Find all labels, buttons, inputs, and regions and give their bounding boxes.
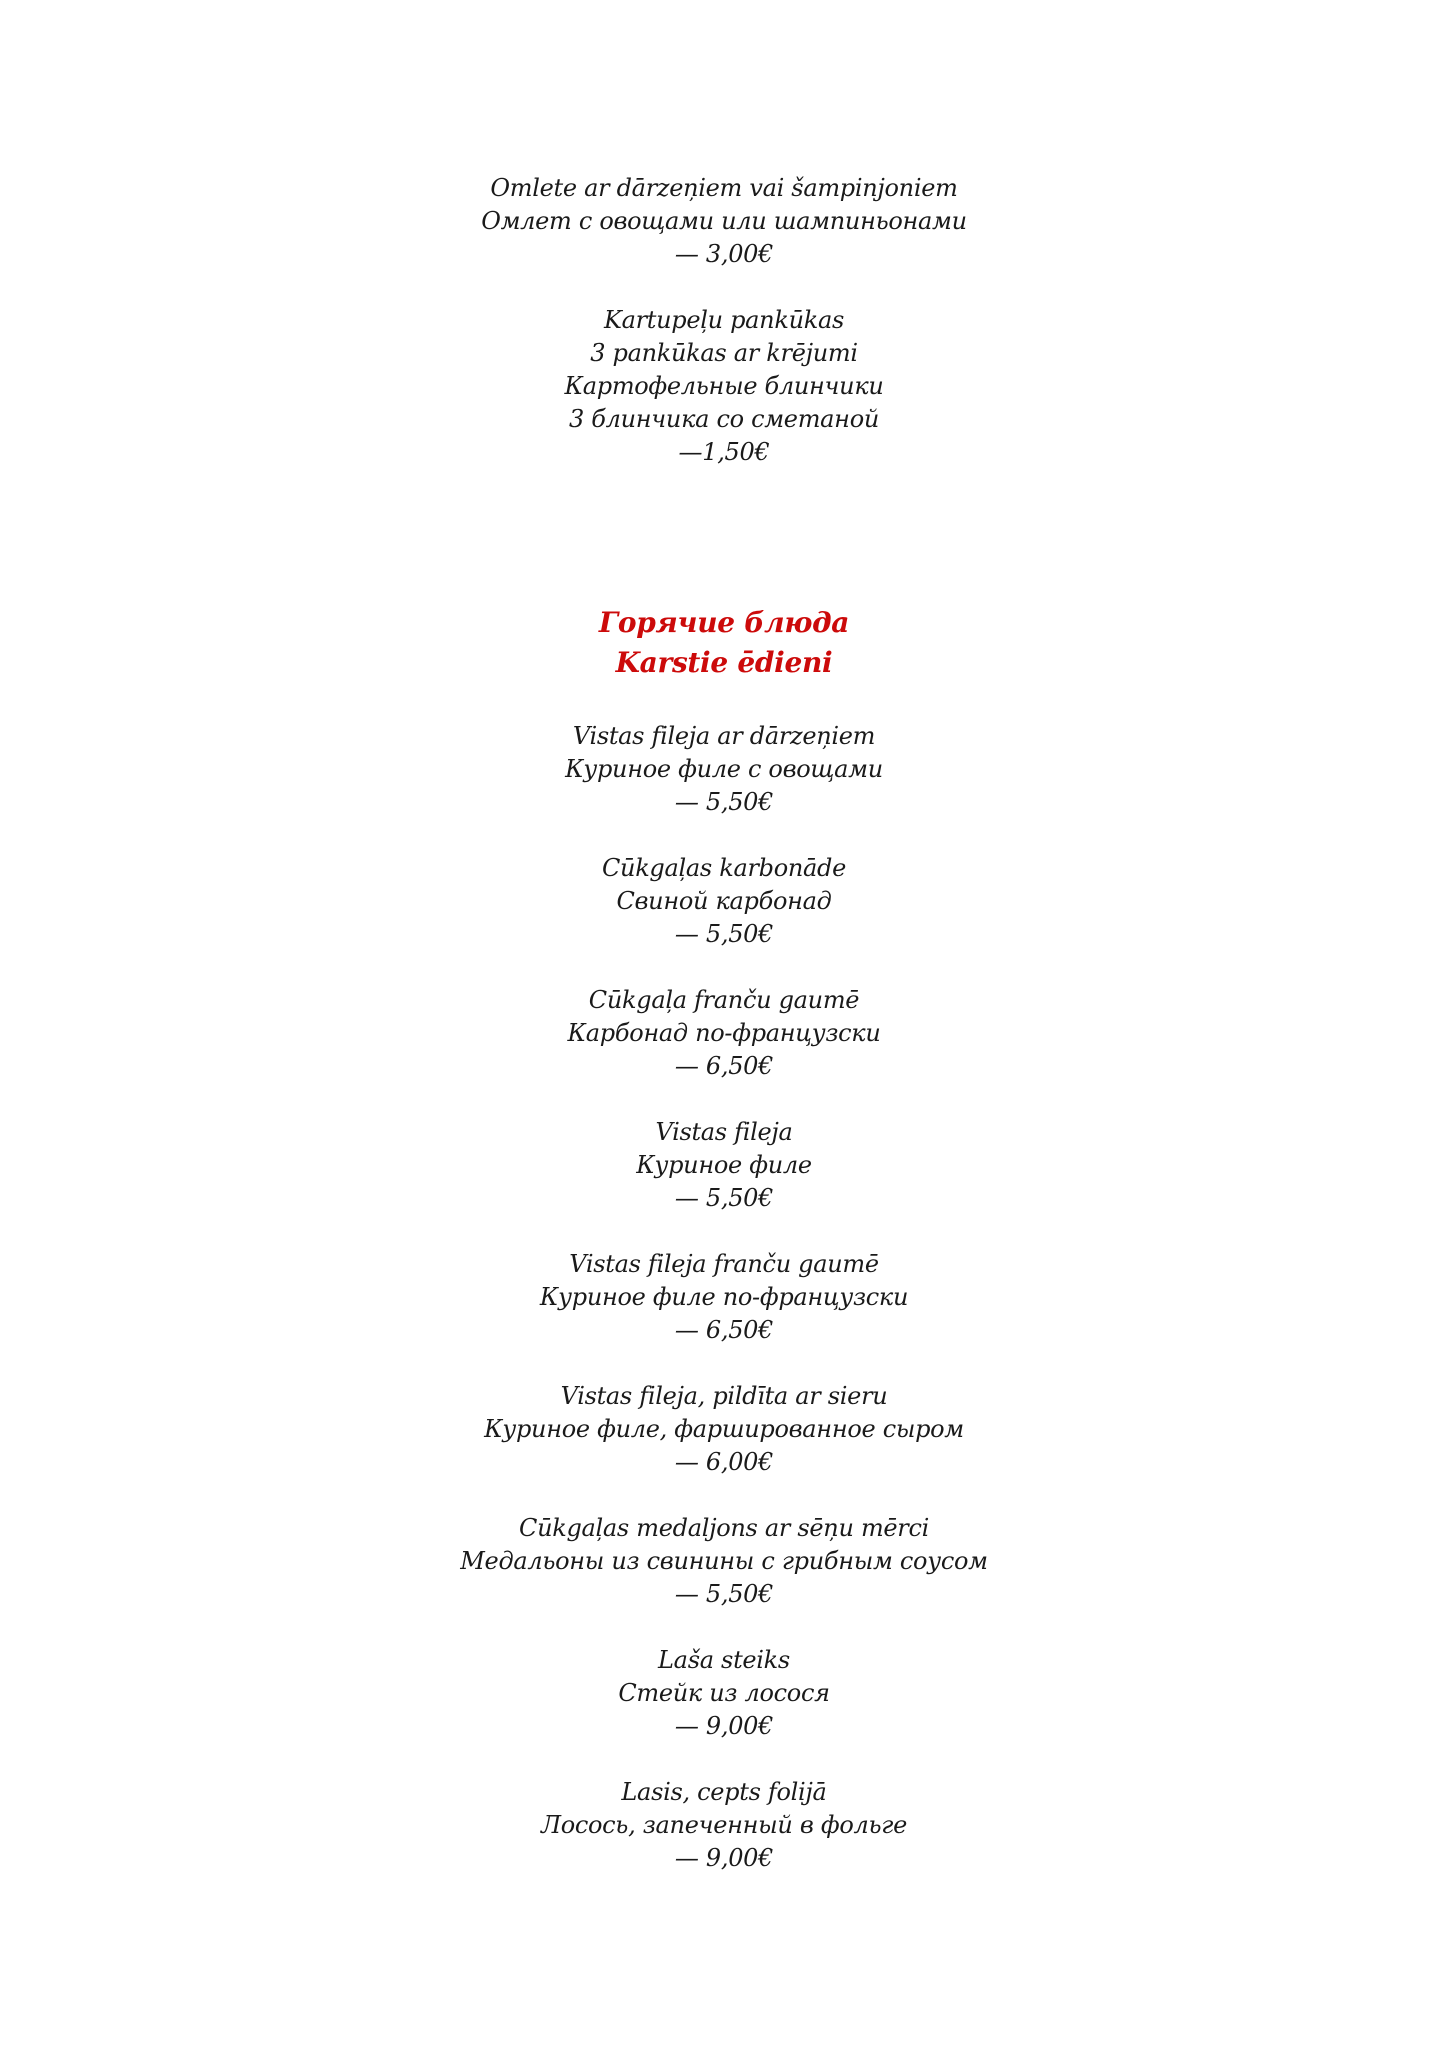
item-price: — 5,50€ <box>674 1184 774 1212</box>
menu-item <box>0 1116 1448 1215</box>
item-price: — 5,50€ <box>674 1580 774 1608</box>
item-price: — 9,00€ <box>674 1712 774 1740</box>
item-name-lv: Omlete ar dārzeņiem vai šampinjoniem <box>490 174 958 202</box>
item-price: — 6,00€ <box>674 1448 774 1476</box>
item-name-lv: Cūkgaļas karbonāde <box>601 854 847 882</box>
item-name-ru: Стейк из лосося <box>618 1679 830 1707</box>
item-name-lv: Vistas fileja <box>655 1118 793 1146</box>
menu-item <box>0 1776 1448 1875</box>
menu-item <box>0 1248 1448 1347</box>
item-name-lv: Vistas fileja ar dārzeņiem <box>572 722 876 750</box>
item-price: — 6,50€ <box>674 1052 774 1080</box>
menu-item <box>0 852 1448 951</box>
item-name-lv: Kartupeļu pankūkas <box>603 306 845 334</box>
item-name-lv: Lasis, cepts folijā <box>621 1778 827 1806</box>
section-title-ru: Горячие блюда <box>598 606 850 639</box>
menu-item <box>0 1512 1448 1611</box>
item-name-lv: Vistas fileja, pildīta ar sieru <box>560 1382 888 1410</box>
menu-item <box>0 1380 1448 1479</box>
item-description-ru: 3 блинчика со сметаной <box>569 405 879 433</box>
item-name-lv: Laša steiks <box>658 1646 790 1674</box>
item-name-lv: Cūkgaļa franču gaumē <box>588 986 860 1014</box>
menu-item <box>0 984 1448 1083</box>
section-title-lv: Karstie ēdieni <box>615 646 833 679</box>
item-price: —1,50€ <box>678 438 770 466</box>
item-name-ru: Куриное филе с овощами <box>565 755 883 783</box>
menu-item-potato-pancakes <box>0 304 1448 469</box>
item-name-ru: Лосось, запеченный в фольге <box>541 1811 907 1839</box>
item-name-ru: Куриное филе по-французски <box>539 1283 909 1311</box>
item-name-lv: Vistas fileja franču gaumē <box>569 1250 879 1278</box>
item-name-ru: Куриное филе, фаршированное сыром <box>484 1415 964 1443</box>
item-name-ru: Куриное филе <box>636 1151 812 1179</box>
item-name-ru: Картофельные блинчики <box>564 372 884 400</box>
menu-item <box>0 720 1448 819</box>
item-price: — 5,50€ <box>674 788 774 816</box>
item-name-ru: Карбонад по-французски <box>567 1019 881 1047</box>
menu-item <box>0 1644 1448 1743</box>
item-price: — 9,00€ <box>674 1844 774 1872</box>
item-price: — 6,50€ <box>674 1316 774 1344</box>
item-name-lv: Cūkgaļas medaljons ar sēņu mērci <box>519 1514 929 1542</box>
item-price: — 3,00€ <box>674 240 774 268</box>
item-name-ru: Медальоны из свинины с грибным соусом <box>460 1547 988 1575</box>
section-heading-hot-dishes <box>0 603 1448 683</box>
item-price: — 5,50€ <box>674 920 774 948</box>
menu-item-omelette <box>0 172 1448 271</box>
item-name-ru: Свиной карбонад <box>616 887 832 915</box>
item-name-ru: Омлет с овощами или шампиньонами <box>481 207 967 235</box>
item-description-lv: 3 pankūkas ar krējumi <box>590 339 858 367</box>
